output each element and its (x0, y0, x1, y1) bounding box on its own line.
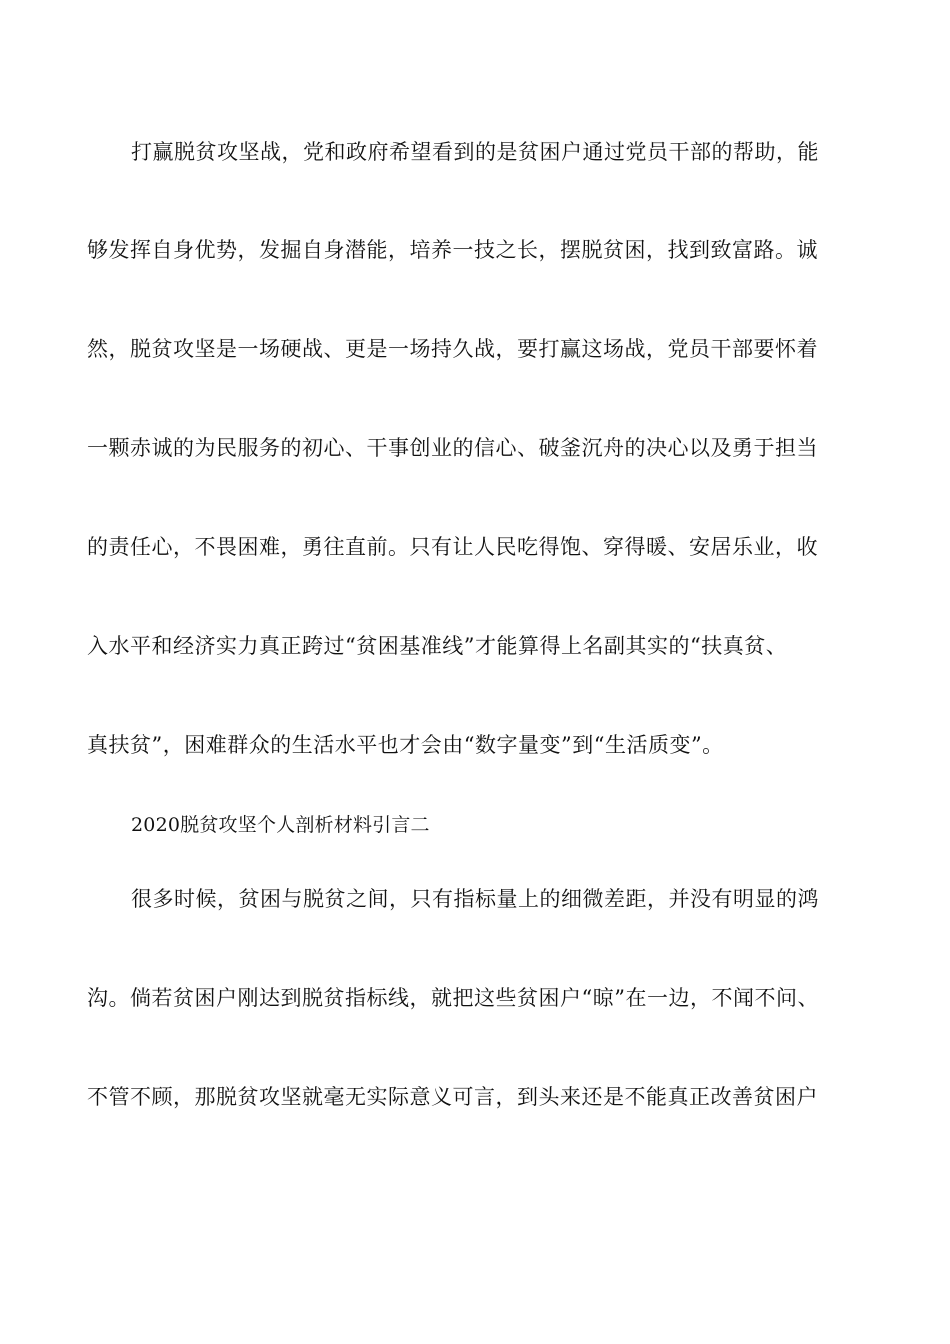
paragraph-line: 很多时候，贫困与脱贫之间，只有指标量上的细微差距，并没有明显的鸿 (131, 887, 819, 911)
paragraph-line: 然，脱贫攻坚是一场硬战、更是一场持久战，要打赢这场战，党员干部要怀着 (87, 337, 818, 361)
section-heading: 2020脱贫攻坚个人剖析材料引言二 (131, 814, 430, 836)
paragraph-line: 够发挥自身优势，发掘自身潜能，培养一技之长，摆脱贫困，找到致富路。诚 (87, 238, 818, 262)
paragraph-line: 的责任心，不畏困难，勇往直前。只有让人民吃得饱、穿得暖、安居乐业，收 (87, 535, 818, 559)
paragraph-line: 不管不顾，那脱贫攻坚就毫无实际意义可言，到头来还是不能真正改善贫困户 (87, 1085, 818, 1109)
paragraph-line: 一颗赤诚的为民服务的初心、干事创业的信心、破釜沉舟的决心以及勇于担当 (87, 436, 818, 460)
paragraph-line: 打赢脱贫攻坚战，党和政府希望看到的是贫困户通过党员干部的帮助，能 (131, 140, 819, 164)
paragraph-line: 沟。倘若贫困户刚达到脱贫指标线，就把这些贫困户“晾”在一边，不闻不问、 (87, 986, 819, 1010)
paragraph-line: 真扶贫”，困难群众的生活水平也才会由“数字量变”到“生活质变”。 (87, 733, 724, 757)
paragraph-line: 入水平和经济实力真正跨过“贫困基准线”才能算得上名副其实的“扶真贫、 (87, 634, 788, 658)
